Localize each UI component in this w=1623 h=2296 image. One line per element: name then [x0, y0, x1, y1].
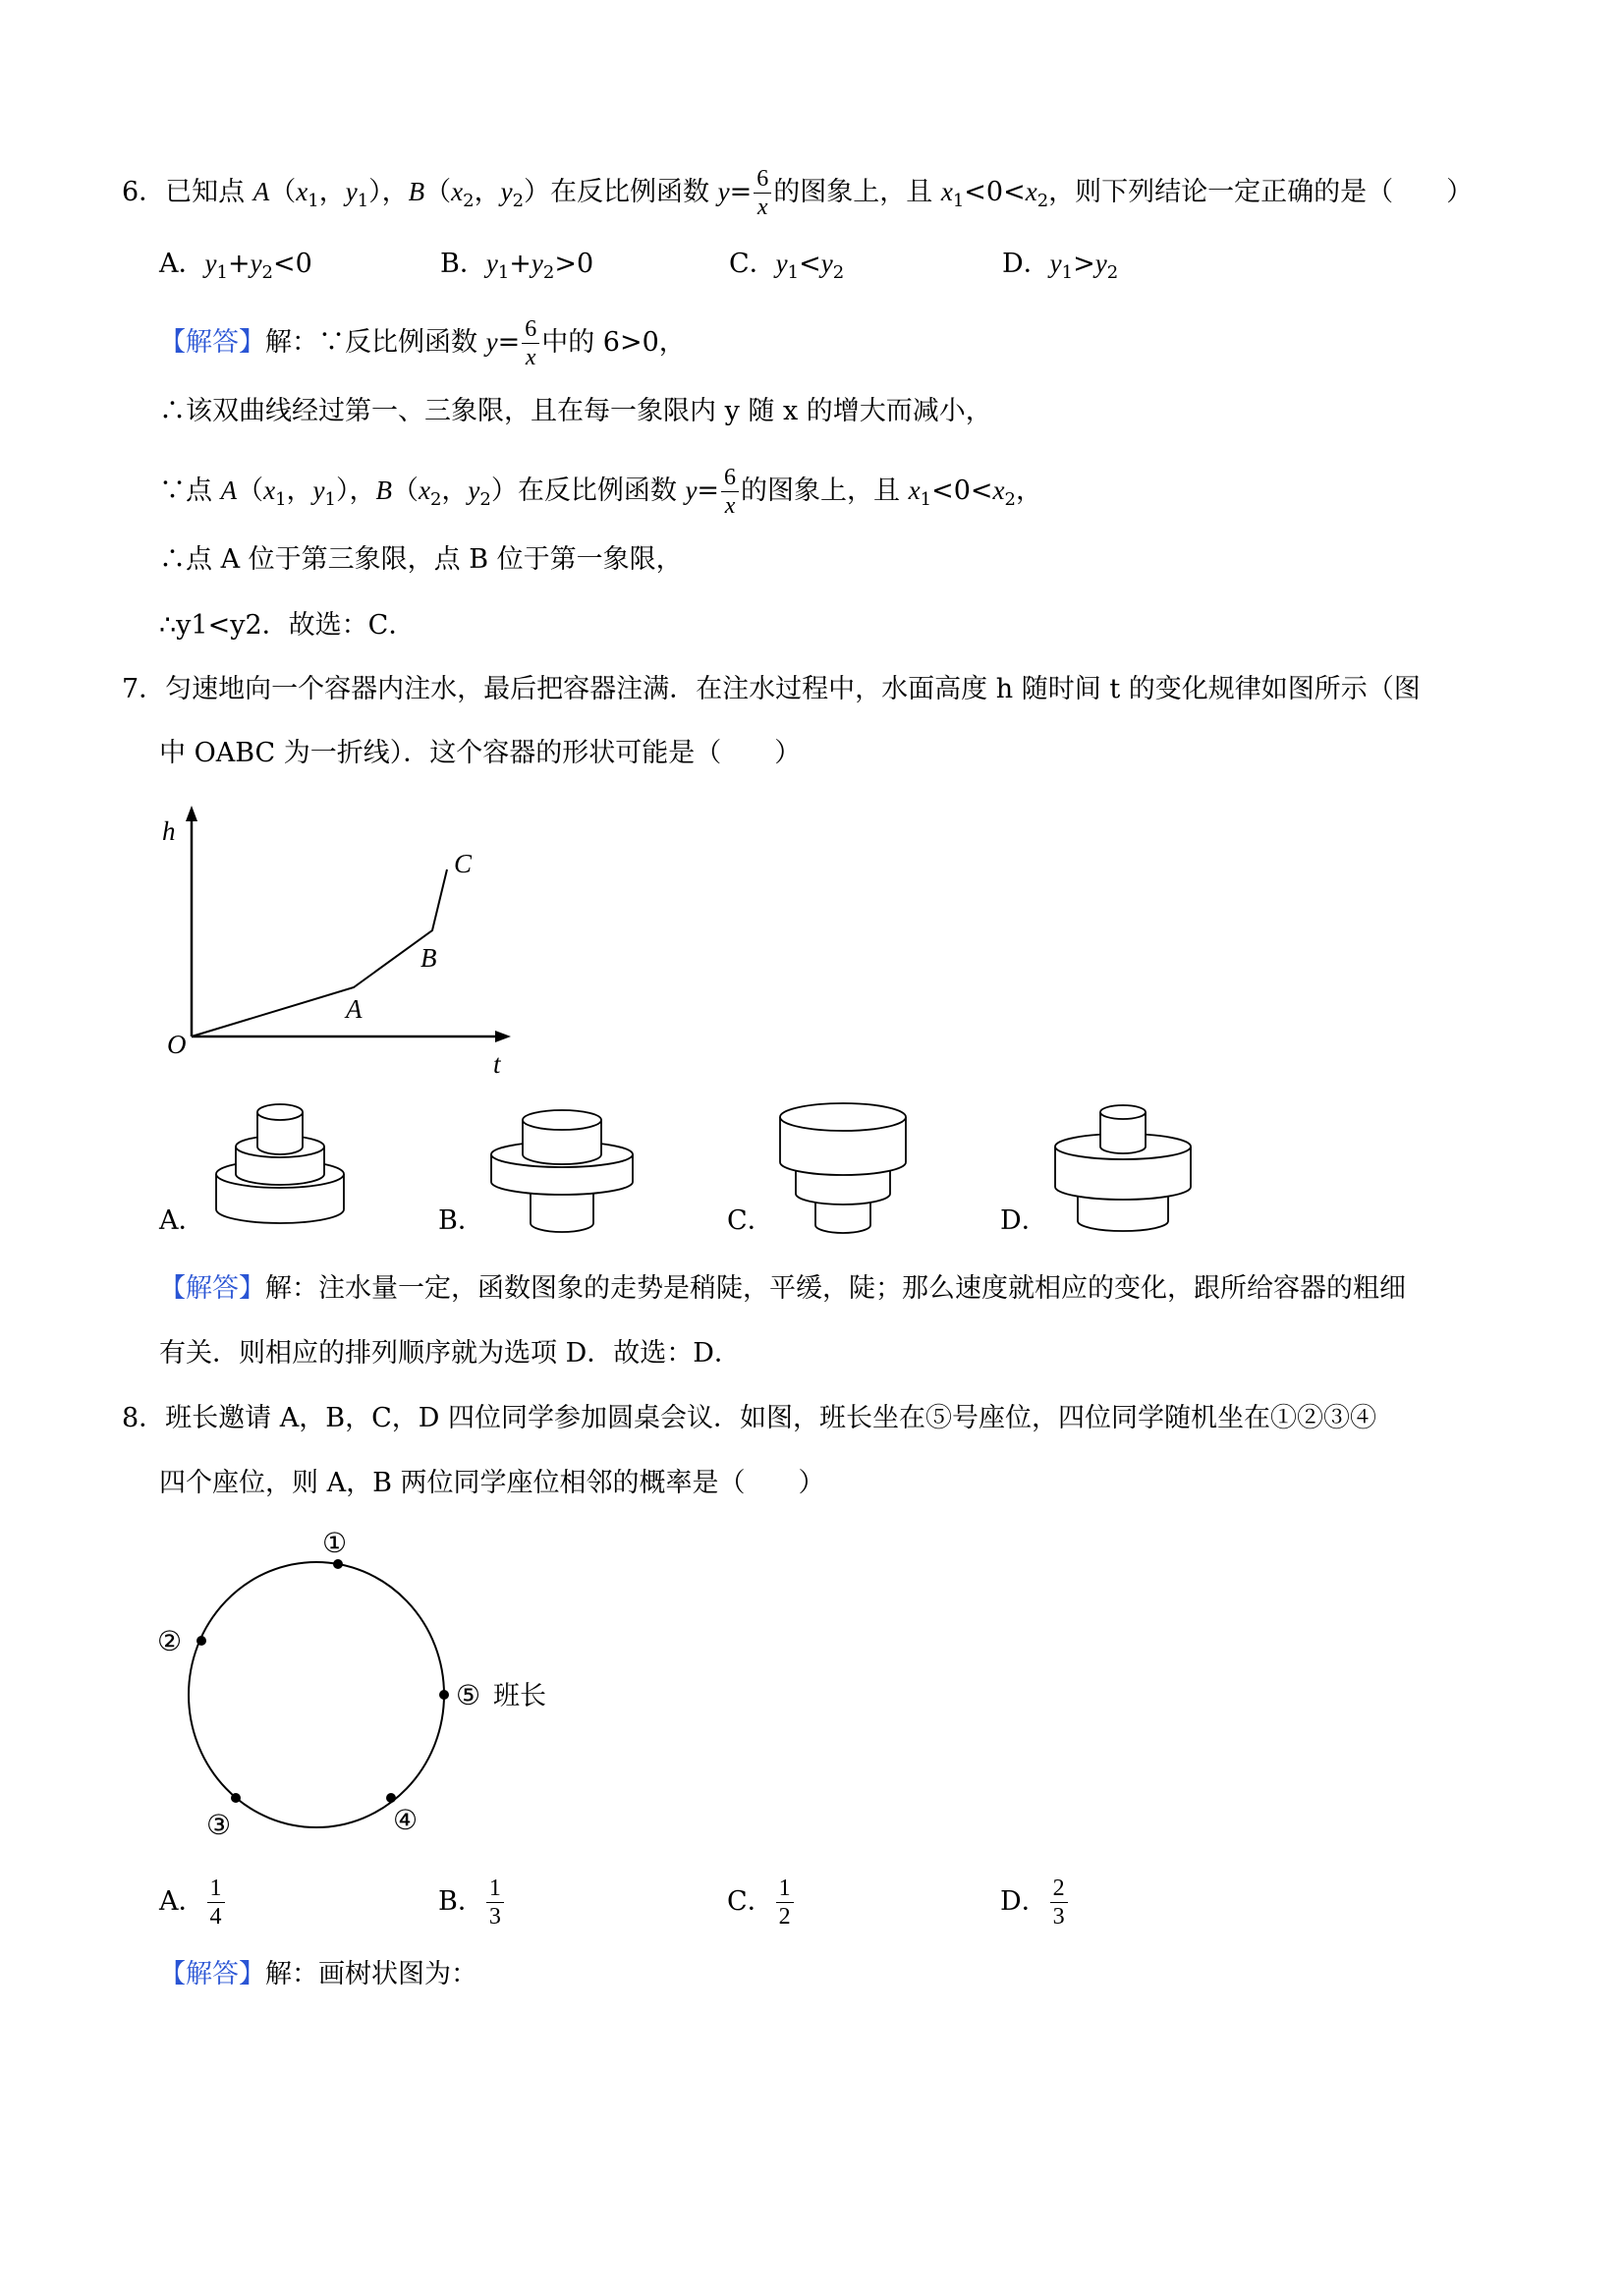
answer-tag: 【解答】 [159, 1273, 265, 1304]
seat-1-dot [333, 1559, 343, 1569]
q8-option-d: D． $\frac{2}{3}$ [1000, 1876, 1070, 1929]
round-table [189, 1562, 444, 1827]
q8-option-b: B． $\frac{1}{3}$ [438, 1876, 506, 1929]
fraction-6-over-x: $\frac{6}{x}$ [754, 167, 771, 219]
q6-answer-line5: ∴y1<y2．故选：C． [159, 610, 416, 641]
seat-5-dot [439, 1690, 449, 1700]
q7-answer-line2: 有关．则相应的排列顺序就为选项 D．故选：D． [159, 1338, 741, 1369]
q6-stem: 6．已知点 $A(x_1$，$y_1$），$B(x_2$，$y_2$）在反比例函数 y= $\frac{6}{x}$ 的图象上，且 $x_1<0<x_2$，则下列结论一定正确的是（ ） [122, 166, 1474, 220]
seat-1-label: ① [322, 1529, 348, 1559]
seat-2-dot [196, 1636, 206, 1646]
label-B: B [420, 943, 437, 973]
q8-answer-line1: 【解答】解：画树状图为： [159, 1959, 477, 1989]
q7-answer-line1: 【解答】解：注水量一定，函数图象的走势是稍陡，平缓，陡；那么速度就相应的变化，跟所给容器的粗细 [159, 1273, 1406, 1304]
container-option-d [1043, 1095, 1210, 1243]
polyline-OABC [192, 869, 447, 1036]
q6-option-b: B．$y_1+y_2>0$ [440, 249, 594, 283]
q8-round-table-diagram [147, 1523, 580, 1847]
q6-answer-line3: ∵点 $A(x_1$，$y_1$），$B(x_2$，$y_2$）在反比例函数 y= $\frac{6}{x}$ 的图象上，且 $x_1<0<x_2$， [159, 465, 1042, 519]
q7-stem-line2: 中 OABC 为一折线）．这个容器的形状可能是（ ） [159, 738, 802, 768]
q6-answer-line1: 【解答】解：∵反比例函数 y= $\frac{6}{x}$ 中的 6>0， [159, 316, 686, 370]
q6-option-c: C．$y_1<y_2$ [729, 249, 845, 283]
q8-stem-line1: 8．班长邀请 A，B，C，D 四位同学参加圆桌会议．如图，班长坐在⑤号座位，四位同学随机坐在①②③④ [122, 1403, 1376, 1433]
q6-answer-line2: ∴该双曲线经过第一、三象限，且在每一象限内 y 随 x 的增大而减小， [159, 396, 992, 426]
q7-option-a-label: A． [159, 1205, 205, 1236]
q8-stem-line2: 四个座位，则 A，B 两位同学座位相邻的概率是（ ） [159, 1468, 825, 1498]
q7-option-b-label: B． [438, 1205, 484, 1236]
label-t: t [493, 1049, 501, 1079]
container-option-c [766, 1095, 933, 1243]
y-axis-arrow [186, 806, 197, 821]
seat-3-dot [231, 1793, 241, 1803]
answer-tag: 【解答】 [159, 1959, 265, 1989]
monitor-label: 班长 [493, 1681, 546, 1710]
seat-4-label: ④ [393, 1806, 419, 1836]
q6-option-a: A．$y_1+y_2<0$ [159, 249, 312, 283]
x-axis-arrow [495, 1031, 511, 1042]
label-O: O [167, 1030, 187, 1059]
q6-option-d: D．$y_1>y_2$ [1002, 249, 1119, 283]
q7-option-d-label: D． [1000, 1205, 1048, 1236]
container-option-b [481, 1095, 648, 1243]
seat-4-dot [386, 1793, 396, 1803]
answer-tag: 【解答】 [159, 327, 265, 358]
q7-option-c-label: C． [727, 1205, 774, 1236]
seat-3-label: ③ [206, 1811, 232, 1841]
seat-2-label: ② [157, 1627, 183, 1657]
q8-option-c: C． $\frac{1}{2}$ [727, 1876, 796, 1929]
label-C: C [454, 849, 473, 878]
q7-stem-line1: 7．匀速地向一个容器内注水，最后把容器注满．在注水过程中，水面高度 h 随时间 t 的变化规律如图所示（图 [122, 674, 1421, 704]
q8-option-a: A． $\frac{1}{4}$ [159, 1876, 227, 1929]
label-h: h [162, 816, 176, 846]
q6-answer-line4: ∴点 A 位于第三象限，点 B 位于第一象限， [159, 544, 683, 575]
seat-5-label: ⑤ [456, 1681, 481, 1711]
label-A: A [346, 994, 363, 1024]
q7-water-height-graph [147, 796, 540, 1081]
container-option-a [201, 1095, 368, 1243]
